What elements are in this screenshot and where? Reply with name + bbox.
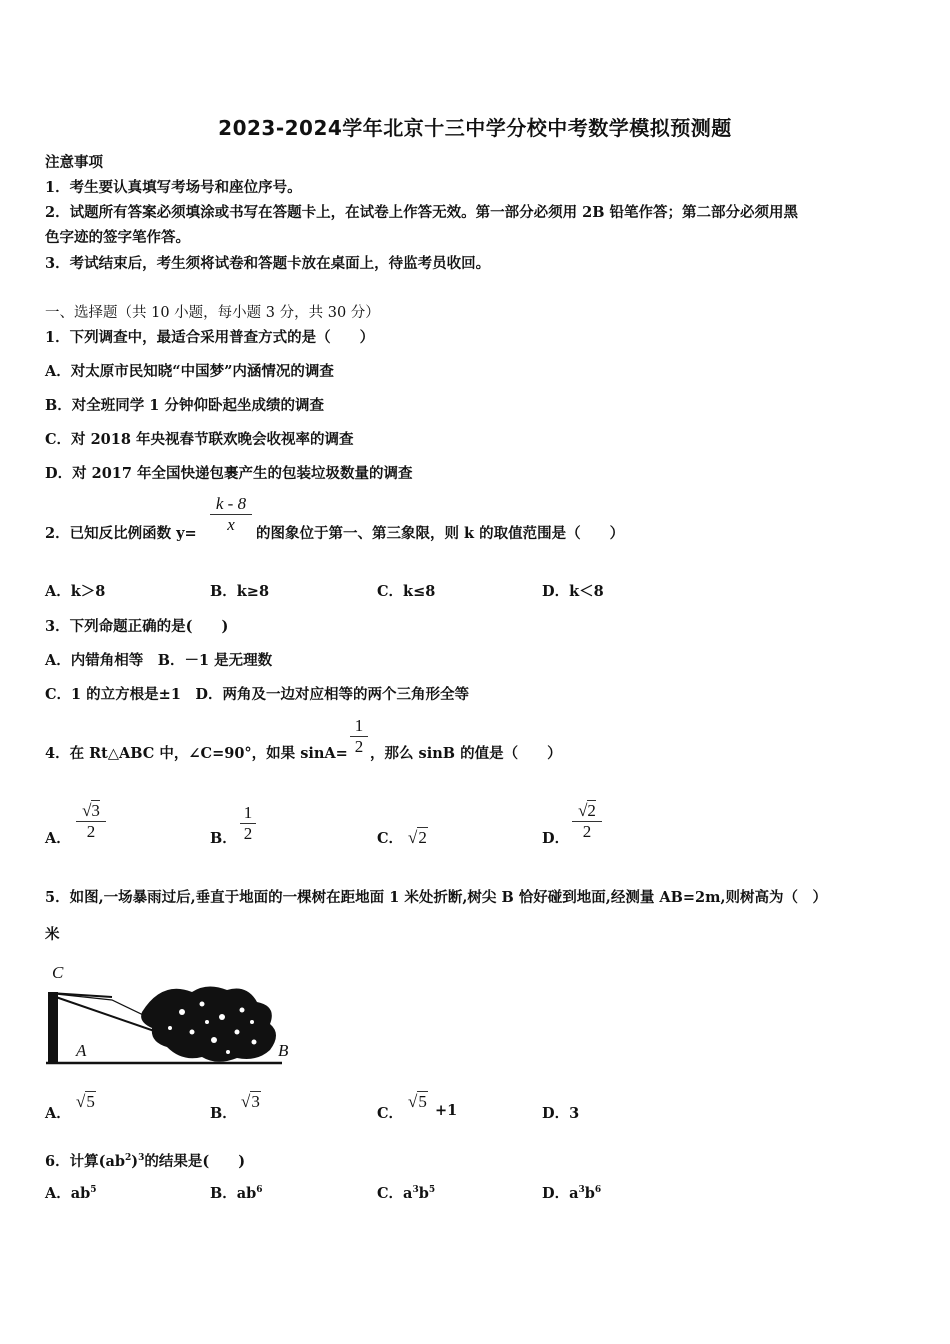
q1-option-d: D．对 2017 年全国快递包裹产生的包装垃圾数量的调查	[45, 465, 413, 482]
q5-option-b-label: B．	[210, 1105, 237, 1122]
q4-option-b-denominator: 2	[243, 824, 253, 843]
q4-option-a-radicand: 3	[91, 801, 100, 820]
q4-option-d-radicand: 2	[587, 801, 596, 820]
q4-option-d-label: D．	[542, 830, 570, 847]
q5-option-a-label: A．	[45, 1105, 71, 1122]
q4-option-d-denominator: 2	[582, 822, 592, 841]
notice-item-2a: 2．试题所有答案必须填涂或书写在答题卡上，在试卷上作答无效。第一部分必须用 2B 铅笔作答；第二部分必须用黑	[45, 204, 799, 221]
q5-option-a-radicand: 5	[86, 1092, 95, 1111]
q5-option-d: D．3	[542, 1105, 580, 1122]
q5-option-b-radicand: 3	[251, 1092, 260, 1111]
q5-option-c-tail: +1	[435, 1102, 458, 1119]
q5-figure-label-c: C	[52, 963, 64, 982]
q2-option-b: B．k≥8	[210, 583, 270, 600]
q6-option-c: C．$a^3b^5$	[377, 1185, 436, 1202]
q4-option-b-fraction	[240, 803, 256, 844]
q4-stem-suffix: ，那么 sinB 的值是（ ）	[370, 745, 562, 762]
q2-fraction-denominator: x	[227, 515, 235, 534]
page-title: 2023-2024学年北京十三中学分校中考数学模拟预测题	[218, 116, 732, 140]
q5-option-c-label: C．	[377, 1105, 404, 1122]
q4-option-b-label: B．	[210, 830, 237, 847]
q2-fraction-numerator: k - 8	[215, 494, 247, 513]
q6-option-a: A．$ab^5$	[45, 1185, 97, 1202]
q4-option-a-label: A．	[45, 830, 71, 847]
q1-stem: 1．下列调查中，最适合采用普查方式的是（ ）	[45, 329, 375, 346]
q2-stem-prefix: 2．已知反比例函数 y=	[45, 525, 197, 542]
q4-option-c-sqrt: √2	[408, 828, 427, 847]
q4-option-a-denominator: 2	[86, 822, 96, 841]
notice-item-2b: 色字迹的签字笔作答。	[45, 229, 190, 246]
q5-broken-tree-figure	[42, 962, 298, 1066]
notice-item-1: 1．考生要认真填写考场号和座位序号。	[45, 179, 302, 196]
q2-fraction	[210, 494, 252, 535]
q2-option-a: A．k＞8	[45, 583, 106, 600]
q4-stem-prefix: 4．在 Rt△ABC 中，∠C=90°，如果 sinA=	[45, 745, 348, 762]
q4-fraction-denominator: 2	[354, 737, 364, 756]
q1-option-c: C．对 2018 年央视春节联欢晚会收视率的调查	[45, 431, 354, 448]
q1-option-b: B．对全班同学 1 分钟仰卧起坐成绩的调查	[45, 397, 324, 414]
q2-stem-suffix: 的图象位于第一、第三象限，则 k 的取值范围是（ ）	[256, 525, 625, 542]
q4-option-c-radicand: 2	[418, 828, 427, 847]
q4-option-d-fraction: √2 2	[572, 801, 602, 842]
notice-heading: 注意事项	[45, 154, 103, 171]
q1-option-a: A．对太原市民知晓“中国梦”内涵情况的调查	[45, 363, 334, 380]
q2-option-c: C．k≤8	[377, 583, 436, 600]
q4-option-a-fraction: √3 2	[76, 801, 106, 842]
q5-option-a-sqrt: √5	[76, 1092, 95, 1111]
section-heading: 一、选择题（共 10 小题，每小题 3 分，共 30 分）	[45, 305, 380, 321]
q3-options-cd: C．1 的立方根是±1 D．两角及一边对应相等的两个三角形全等	[45, 686, 469, 703]
q4-fraction	[350, 716, 368, 757]
q6-stem: 6．计算$(ab^2)^3$的结果是( )	[45, 1153, 246, 1170]
q3-stem: 3．下列命题正确的是( )	[45, 618, 229, 635]
q5-stem-unit: 米	[45, 926, 60, 943]
q5-option-c-sqrt: √5	[408, 1092, 427, 1111]
q2-option-d: D．k＜8	[542, 583, 604, 600]
q6-option-d: D．$a^3b^6$	[542, 1185, 602, 1202]
q6-option-b: B．$ab^6$	[210, 1185, 263, 1202]
notice-item-3: 3．考试结束后，考生须将试卷和答题卡放在桌面上，待监考员收回。	[45, 255, 491, 272]
q4-option-c-label: C．	[377, 830, 404, 847]
q5-figure-label-a: A	[76, 1041, 87, 1060]
q4-fraction-numerator: 1	[354, 716, 364, 735]
q4-option-b-numerator: 1	[243, 803, 253, 822]
q3-options-ab: A．内错角相等 B．－1 是无理数	[45, 652, 273, 669]
q5-stem: 5．如图,一场暴雨过后,垂直于地面的一棵树在距地面 1 米处折断,树尖 B 恰好碰到地面,经测量 AB=2m,则树高为（ ）	[45, 889, 827, 906]
q5-option-b-sqrt: √3	[241, 1092, 260, 1111]
q5-figure-label-b: B	[278, 1041, 289, 1060]
q5-option-c-radicand: 5	[418, 1092, 427, 1111]
